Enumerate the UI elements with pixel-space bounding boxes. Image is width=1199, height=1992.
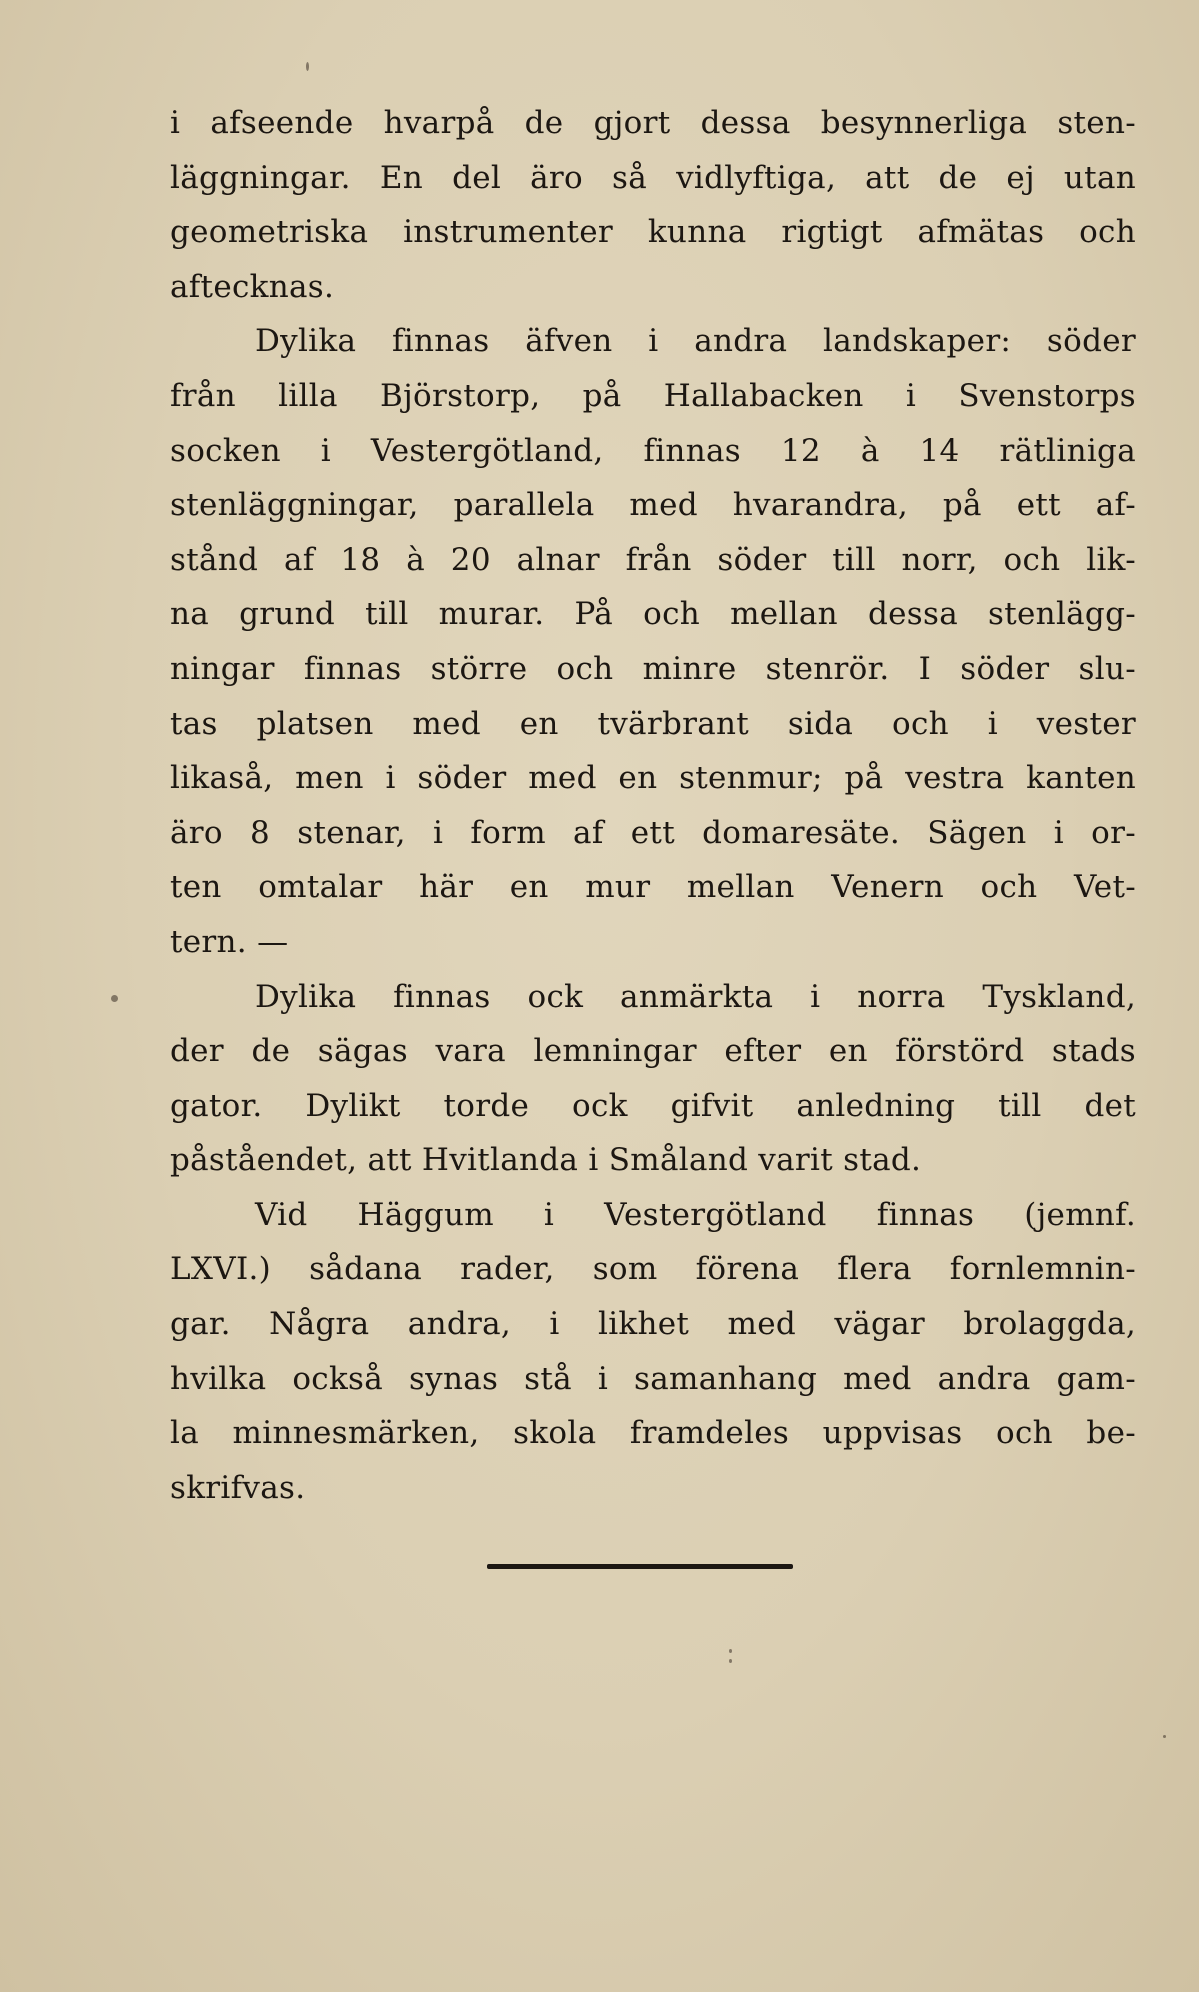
text-line-23: gar. Några andra, i likhet med vägar brolaggda,: [170, 1306, 1136, 1343]
text-line-24: hvilka också synas stå i samanhang med andra gam-: [170, 1360, 1136, 1397]
text-line-1: i afseende hvarpå de gjort dessa besynnerliga sten-: [170, 105, 1136, 141]
text-line-6: från lilla Björstorp, på Hallabacken i Svenstorps: [170, 377, 1136, 414]
text-line-21: Vid Häggum i Vestergötland finnas (jemnf.: [255, 1196, 1136, 1233]
text-line-5: Dylika finnas äfven i andra landskaper: söder: [255, 323, 1136, 360]
text-line-14: äro 8 stenar, i form af ett domaresäte. Sägen i or-: [170, 814, 1136, 851]
paper-speck: [306, 62, 309, 71]
text-line-20: påståendet, att Hvitlanda i Småland varit stad.: [170, 1142, 922, 1179]
text-line-3: geometriska instrumenter kunna rigtigt afmätas och: [170, 214, 1136, 251]
text-line-2: läggningar. En del äro så vidlyftiga, att de ej utan: [170, 159, 1136, 196]
text-line-26: skrifvas.: [170, 1469, 306, 1506]
text-line-16: tern. —: [170, 923, 289, 960]
paper-speck: [1163, 1735, 1166, 1738]
text-line-25: la minnesmärken, skola framdeles uppvisas och be-: [170, 1415, 1136, 1452]
text-line-15: ten omtalar här en mur mellan Venern och Vet-: [170, 869, 1136, 906]
text-line-10: na grund till murar. På och mellan dessa stenlägg-: [170, 596, 1136, 633]
text-line-13: likaså, men i söder med en stenmur; på vestra kanten: [170, 760, 1136, 797]
text-line-7: socken i Vestergötland, finnas 12 à 14 rätliniga: [170, 432, 1136, 469]
text-line-9: stånd af 18 à 20 alnar från söder till norr, och lik-: [170, 541, 1136, 578]
text-line-19: gator. Dylikt torde ock gifvit anledning till det: [170, 1087, 1136, 1124]
text-line-8: stenläggningar, parallela med hvarandra, på ett af-: [170, 487, 1136, 524]
text-line-22: LXVI.) sådana rader, som förena flera fornlemnin-: [170, 1251, 1136, 1288]
paper-speck: [111, 995, 118, 1002]
paper-speck: [729, 1649, 732, 1653]
text-line-12: tas platsen med en tvärbrant sida och i vester: [170, 705, 1136, 742]
text-line-11: ningar finnas större och minre stenrör. I söder slu-: [170, 650, 1136, 687]
page-text: [170, 96, 1136, 1515]
text-line-17: Dylika finnas ock anmärkta i norra Tyskland,: [255, 978, 1136, 1015]
section-end-rule: [487, 1564, 793, 1569]
text-line-4: aftecknas.: [170, 268, 335, 305]
paper-speck: [729, 1659, 732, 1663]
text-line-18: der de sägas vara lemningar efter en förstörd stads: [170, 1033, 1136, 1070]
